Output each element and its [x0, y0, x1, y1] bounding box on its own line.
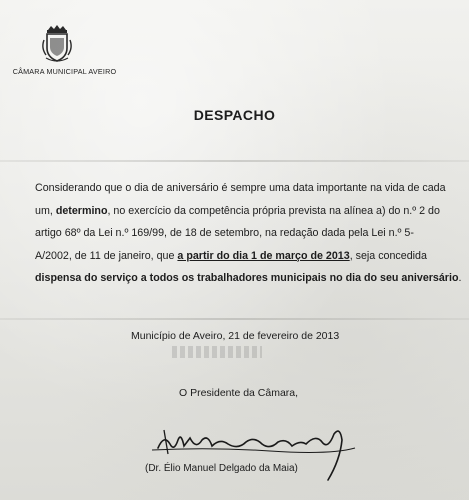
text-segment: .	[458, 272, 462, 284]
paragraph-line	[35, 267, 462, 290]
document-title: DESPACHO	[193, 107, 276, 123]
signatory-title: O Presidente da Câmara,	[179, 387, 299, 399]
dispensation-phrase: dispensa do serviço a todos os trabalhadores municipais no dia do seu aniversário	[35, 272, 459, 284]
signatory-name: (Dr. Élio Manuel Delgado da Maia)	[145, 463, 298, 474]
paragraph-line	[35, 245, 445, 268]
paper-fold	[0, 160, 469, 162]
text-segment: , no exercício da competência própria prevista na alínea a) do n.º 2 do	[107, 204, 440, 217]
effective-date-phrase: a partir do dia 1 de março de 2013	[177, 249, 350, 262]
org-name: CÂMARA MUNICIPAL AVEIRO	[12, 67, 117, 76]
text-segment: Considerando que o dia de aniversário é sempre uma data importante na vida de cada	[35, 182, 446, 194]
body-paragraph	[35, 177, 462, 290]
paragraph-line	[35, 177, 445, 200]
text-segment: artigo 68º da Lei n.º 169/99, de 18 de setembro, na redação dada pela Lei n.º 5-	[35, 227, 414, 239]
text-segment: , seja concedida	[349, 249, 427, 262]
text-segment: A/2002, de 11 de janeiro, que	[35, 249, 178, 262]
municipal-coat-of-arms-icon	[38, 24, 76, 64]
paragraph-line	[35, 200, 445, 223]
handwritten-signature	[150, 420, 360, 490]
faded-stamp	[172, 346, 262, 358]
paragraph-line-content	[35, 245, 427, 268]
paragraph-line-content	[35, 200, 440, 223]
paragraph-line	[35, 222, 445, 245]
bold-term: determino	[55, 204, 108, 217]
text-segment: um,	[35, 204, 53, 217]
paper-fold	[0, 318, 469, 320]
place-date: Município de Aveiro, 21 de fevereiro de 2013	[131, 330, 340, 342]
